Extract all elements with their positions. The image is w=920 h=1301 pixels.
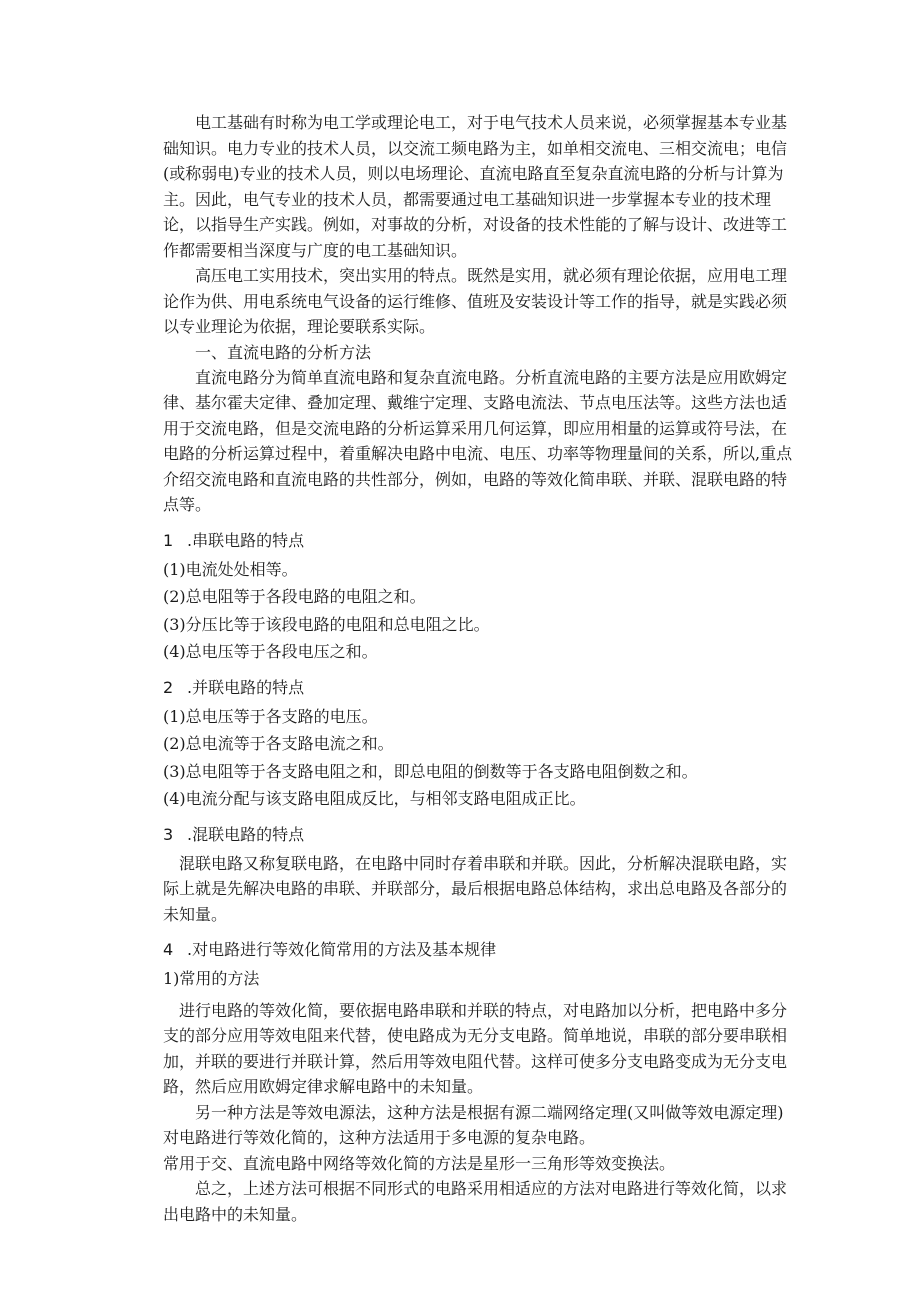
subheading-parallel-circuit: [163, 675, 793, 700]
subheading-series-circuit: [163, 528, 793, 553]
list-item: (2)总电流等于各支路电流之和。: [163, 734, 394, 753]
subheading-title: .串联电路的特点: [187, 530, 305, 550]
subheading-equivalent-simplification: [163, 937, 793, 962]
intro-paragraph-2: 高压电工实用技术，突出实用的特点。既然是实用，就必须有理论依据，应用电工理论作为供、用电系统电气设备的运行维修、值班及安装设计等工作的指导，就是实践必须以专业理论为依据，理论要联系实际。: [163, 266, 788, 336]
subheading-title: .对电路进行等效化简常用的方法及基本规律: [187, 940, 497, 959]
list-item: (3)分压比等于该段电路的电阻和总电阻之比。: [163, 614, 490, 634]
subheading-mixed-circuit: [163, 822, 793, 847]
intro-paragraph-1: 电工基础有时称为电工学或理论电工，对于电气技术人员来说，必须掌握基本专业基础知识。电力专业的技术人员，以交流工频电路为主，如单相交流电、三相交流电；电信(或称弱电)专业的技术人员，则以电场理论、直流电路直至复杂直流电路的分析与计算为主。因此，电气专业的技术人员，都需要通过电工基础知识进一步掌握本专业的技术理论，以指导生产实践。例如，对事故的分析，对设备的技术性能的了解与设计、改进等工作都需要相当深度与广度的电工基础知识。: [163, 113, 788, 260]
subheading-number: 2: [163, 677, 174, 697]
subheading-title: .并联电路的特点: [187, 677, 305, 697]
list-item: (4)总电压等于各段电压之和。: [163, 642, 378, 661]
subheading-number: 3: [163, 824, 174, 844]
method-paragraph-2: 另一种方法是等效电源法，这种方法是根据有源二端网络定理(又叫做等效电源定理)对电路进行等效化简的，这种方法适用于多电源的复杂电路。: [163, 1102, 784, 1147]
document-body: [163, 110, 793, 1227]
list-item: (2)总电阻等于各段电路的电阻之和。: [163, 587, 426, 606]
method-label: 1)常用的方法: [163, 969, 260, 988]
mixed-circuit-paragraph: 混联电路又称复联电路，在电路中同时存着串联和并联。因此，分析解决混联电路，实际上就是先解决电路的串联、并联部分，最后根据电路总体结构，求出总电路及各部分的未知量。: [163, 853, 788, 924]
method-paragraph-1: 进行电路的等效化简，要依据电路串联和并联的特点，对电路加以分析，把电路中多分支的部分应用等效电阻来代替，使电路成为无分支电路。简单地说，串联的部分要串联相加，并联的要进行并联计算，然后用等效电阻代替。这样可使多分支电路变成为无分支电路，然后应用欧姆定律求解电路中的未知量。: [163, 1000, 788, 1096]
section-paragraph-dc-analysis: 直流电路分为简单直流电路和复杂直流电路。分析直流电路的主要方法是应用欧姆定律、基尔霍夫定律、叠加定理、戴维宁定理、支路电流法、节点电压法等。这些方法也适用于交流电路，但是交流电路的分析运算采用几何运算，即应用相量的运算或符号法，在电路的分析运算过程中，着重解决电路中电流、电压、功率等物理量间的关系，所以,重点介绍交流电路和直流电路的共性部分，例如，电路的等效化简串联、并联、混联电路的特点等。: [163, 367, 793, 514]
list-item: (1)总电压等于各支路的电压。: [163, 706, 378, 726]
list-item: (1)电流处处相等。: [163, 559, 298, 579]
method-paragraph-4: 总之，上述方法可根据不同形式的电路采用相适应的方法对电路进行等效化简，以求出电路中的未知量。: [163, 1179, 788, 1224]
section-heading-dc-analysis: 一、直流电路的分析方法: [195, 342, 372, 362]
list-item: (3)总电阻等于各支路电阻之和，即总电阻的倒数等于各支路电阻倒数之和。: [163, 761, 698, 781]
list-item: (4)电流分配与该支路电阻成反比，与相邻支路电阻成正比。: [163, 789, 586, 808]
subheading-title: .混联电路的特点: [187, 824, 305, 844]
subheading-number: 4: [163, 940, 174, 959]
method-paragraph-3: 常用于交、直流电路中网络等效化简的方法是星形一三角形等效变换法。: [163, 1153, 676, 1173]
subheading-number: 1: [163, 530, 174, 550]
